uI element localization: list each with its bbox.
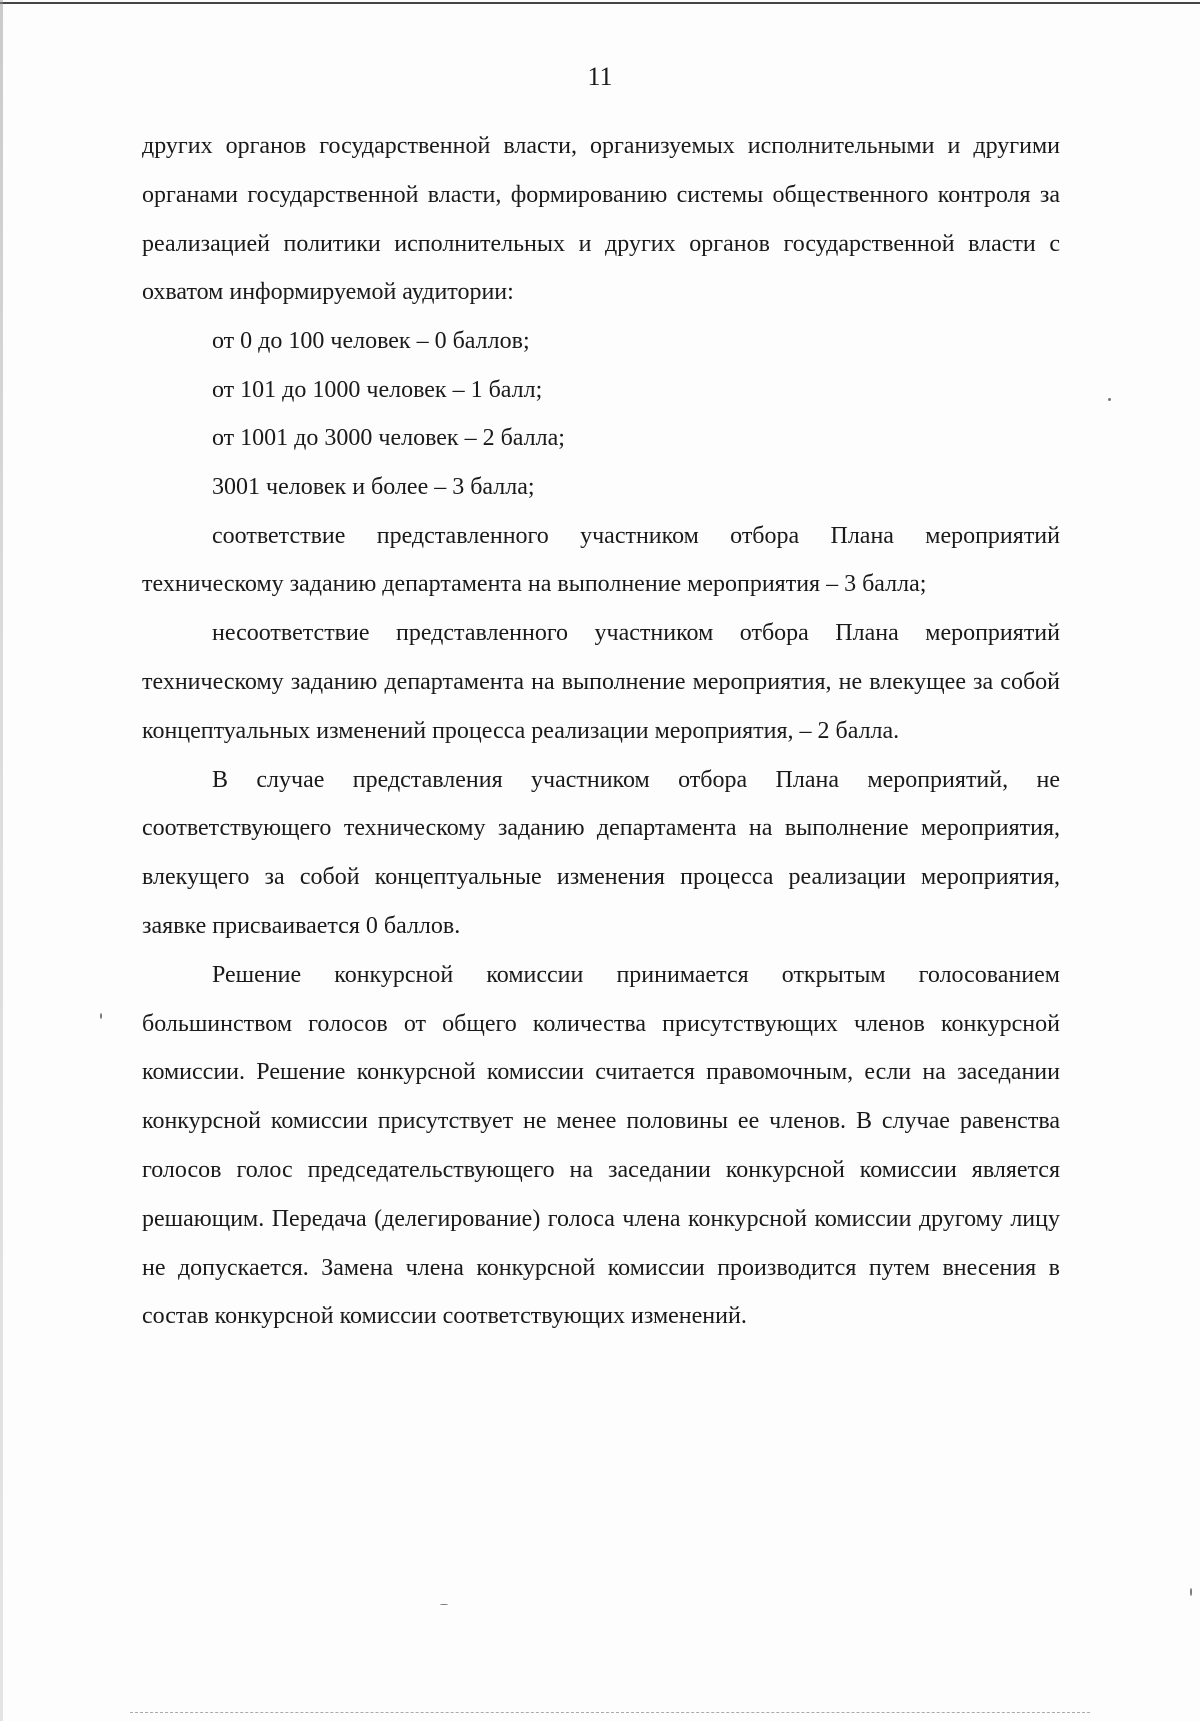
paragraph-compliance: соответствие представленного участником отбора Плана мероприятий техническому заданию департамента на выполнение мероприятия – 3 балла; <box>142 522 1060 598</box>
scan-left-edge <box>0 0 3 1721</box>
scan-speck <box>440 1604 448 1605</box>
paragraph-continuation: других органов государственной власти, организуемых исполнительными и другими органами государственной власти, формированию системы общественного контроля за реализацией политики исполнительных и других органов государственной власти с охватом информируемой аудитории: <box>142 133 1060 306</box>
score-list <box>142 317 1060 511</box>
scan-speck <box>1108 398 1111 401</box>
document-body <box>142 122 1060 1341</box>
paragraph-zero-score: В случае представления участником отбора Плана мероприятий, не соответствующего техническому заданию департамента на выполнение мероприятия, влекущего за собой концептуальные изменения процесса реализации мероприятия, заявке присваивается 0 баллов. <box>142 766 1060 939</box>
scan-top-border <box>0 2 1200 4</box>
scan-speck <box>100 1013 102 1019</box>
paragraph-noncompliance: несоответствие представленного участником отбора Плана мероприятий техническому заданию департамента на выполнение мероприятия, не влекущее за собой концептуальных изменений процесса реализации мероприятия, – 2 балла. <box>142 620 1060 744</box>
paragraph-commission-decision: Решение конкурсной комиссии принимается открытым голосованием большинством голосов от общего количества присутствующих членов конкурсной комиссии. Решение конкурсной комиссии считается правомочным, если на заседании конкурсной комиссии присутствует не менее половины ее членов. В случае равенства голосов голос председательствующего на заседании конкурсной комиссии является решающим. Передача (делегирование) голоса члена конкурсной комиссии другому лицу не допускается. Замена члена конкурсной комиссии производится путем внесения в состав конкурсной комиссии соответствующих изменений. <box>142 961 1060 1330</box>
score-list-item: от 1001 до 3000 человек – 2 балла; <box>212 425 565 452</box>
scan-bottom-border <box>130 1712 1090 1714</box>
score-list-item: от 0 до 100 человек – 0 баллов; <box>212 328 530 355</box>
page-number: 11 <box>587 62 613 91</box>
score-list-item: от 101 до 1000 человек – 1 балл; <box>212 376 543 403</box>
score-list-item: 3001 человек и более – 3 балла; <box>212 473 535 500</box>
scan-speck <box>1190 1588 1192 1596</box>
